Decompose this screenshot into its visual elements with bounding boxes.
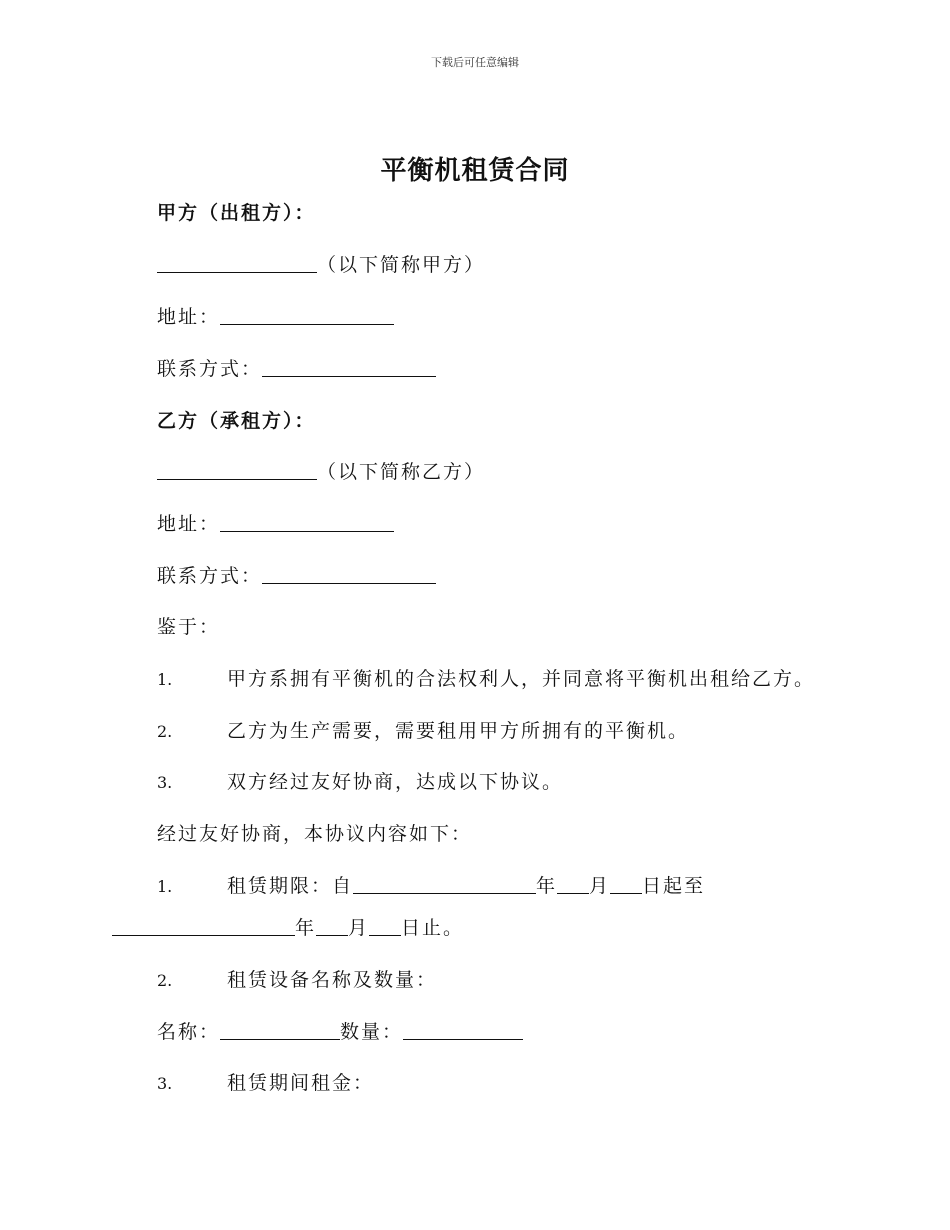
start-day-blank[interactable]	[610, 875, 642, 894]
whereas-item-text: 乙方为生产需要，需要租用甲方所拥有的平衡机。	[227, 720, 690, 742]
end-month-blank[interactable]	[316, 917, 348, 936]
party-a-address-label: 地址：	[157, 306, 221, 328]
start-year-blank[interactable]	[353, 875, 536, 894]
term-2-line	[157, 965, 437, 992]
year-label: 年	[295, 917, 317, 939]
party-a-name-blank[interactable]	[157, 254, 317, 273]
whereas-item	[157, 716, 689, 743]
whereas-item	[157, 767, 563, 794]
party-b-name-suffix: （以下简称乙方）	[317, 461, 486, 483]
party-b-contact-line	[157, 561, 436, 588]
term-number: 2.	[157, 971, 173, 990]
page-header: 下载后可任意编辑	[431, 56, 519, 69]
end-day-blank[interactable]	[369, 917, 401, 936]
whereas-item-number: 3.	[157, 773, 173, 792]
day-to-label: 日止。	[401, 917, 465, 939]
end-year-blank[interactable]	[112, 917, 295, 936]
party-a-address-blank[interactable]	[220, 306, 394, 325]
party-a-address-line	[157, 302, 394, 329]
whereas-item-number: 2.	[157, 722, 173, 741]
year-label: 年	[536, 875, 558, 897]
equipment-qty-label: 数量：	[340, 1021, 404, 1043]
party-a-contact-label: 联系方式：	[157, 358, 263, 380]
party-b-heading: 乙方（承租方）：	[157, 410, 316, 432]
term-2-label: 租赁设备名称及数量：	[227, 969, 438, 991]
day-from-label: 日起至	[642, 875, 706, 897]
equipment-name-blank[interactable]	[220, 1021, 340, 1040]
party-b-name-line	[157, 457, 485, 484]
party-a-contact-line	[157, 354, 436, 381]
term-1-end-line	[112, 913, 464, 940]
equipment-name-label: 名称：	[157, 1021, 221, 1043]
month-label: 月	[348, 917, 370, 939]
party-a-heading: 甲方（出租方）：	[157, 202, 316, 224]
term-1-label: 租赁期限：自	[227, 875, 354, 897]
agreement-intro: 经过友好协商，本协议内容如下：	[157, 823, 473, 845]
term-1-line	[157, 871, 705, 898]
whereas-item-text: 甲方系拥有平衡机的合法权利人，并同意将平衡机出租给乙方。	[227, 668, 816, 690]
whereas-item	[157, 664, 815, 691]
party-b-contact-blank[interactable]	[262, 565, 436, 584]
party-b-address-line	[157, 509, 394, 536]
party-a-name-suffix: （以下简称甲方）	[317, 254, 486, 276]
party-a-name-line	[157, 250, 485, 277]
party-a-contact-blank[interactable]	[262, 358, 436, 377]
term-number: 1.	[157, 877, 173, 896]
month-label: 月	[589, 875, 611, 897]
whereas-item-number: 1.	[157, 670, 173, 689]
term-2-fields-line	[157, 1017, 523, 1044]
document-title: 平衡机租赁合同	[380, 156, 570, 186]
party-b-address-label: 地址：	[157, 513, 221, 535]
party-b-contact-label: 联系方式：	[157, 565, 263, 587]
term-3-line	[157, 1068, 374, 1095]
party-b-address-blank[interactable]	[220, 513, 394, 532]
term-3-label: 租赁期间租金：	[227, 1072, 375, 1094]
whereas-item-text: 双方经过友好协商，达成以下协议。	[227, 771, 564, 793]
term-number: 3.	[157, 1074, 173, 1093]
whereas-label: 鉴于：	[157, 616, 221, 638]
equipment-qty-blank[interactable]	[403, 1021, 523, 1040]
start-month-blank[interactable]	[557, 875, 589, 894]
party-b-name-blank[interactable]	[157, 461, 317, 480]
